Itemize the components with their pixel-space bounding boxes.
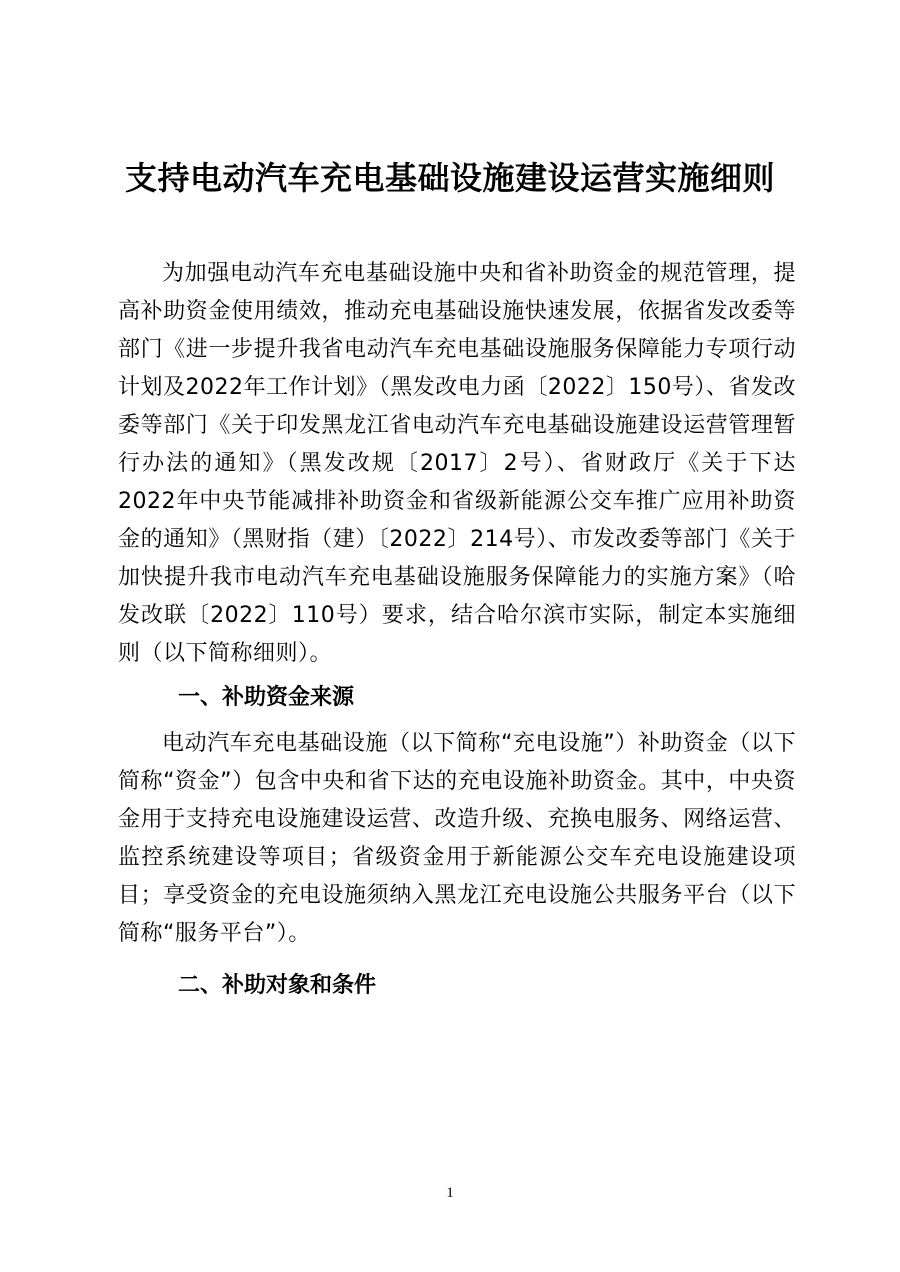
section-heading-funding-source: 一、补助资金来源 [178,685,355,710]
page-number: 1 [446,1185,454,1201]
document-body [118,255,796,1013]
funding-source-paragraph: 电动汽车充电基础设施（以下简称“充电设施”）补助资金（以下简称“资金”）包含中央和省下达的充电设施补助资金。其中，中央资金用于支持充电设施建设运营、改造升级、充换电服务、网络运营、监控系统建设等项目；省级资金用于新能源公交车充电设施建设项目；享受资金的充电设施须纳入黑龙江充电设施公共服务平台（以下简称“服务平台”）。 [118,731,796,946]
section-heading-subsidy-targets: 二、补助对象和条件 [178,973,377,998]
intro-paragraph: 为加强电动汽车充电基础设施中央和省补助资金的规范管理，提高补助资金使用绩效，推动充电基础设施快速发展，依据省发改委等部门《进一步提升我省电动汽车充电基础设施服务保障能力专项行动计划及2022年工作计划》（黑发改电力函〔2022〕150号）、省发改委等部门《关于印发黑龙江省电动汽车充电基础设施建设运营管理暂行办法的通知》（黑发改规〔2017〕2号）、省财政厅《关于下达2022年中央节能减排补助资金和省级新能源公交车推广应用补助资金的通知》（黑财指（建）〔2022〕214号）、市发改委等部门《关于加快提升我市电动汽车充电基础设施服务保障能力的实施方案》（哈发改联〔2022〕110号）要求，结合哈尔滨市实际，制定本实施细则（以下简称细则）。 [118,261,796,666]
document-title: 支持电动汽车充电基础设施建设运营实施细则 [124,159,775,197]
